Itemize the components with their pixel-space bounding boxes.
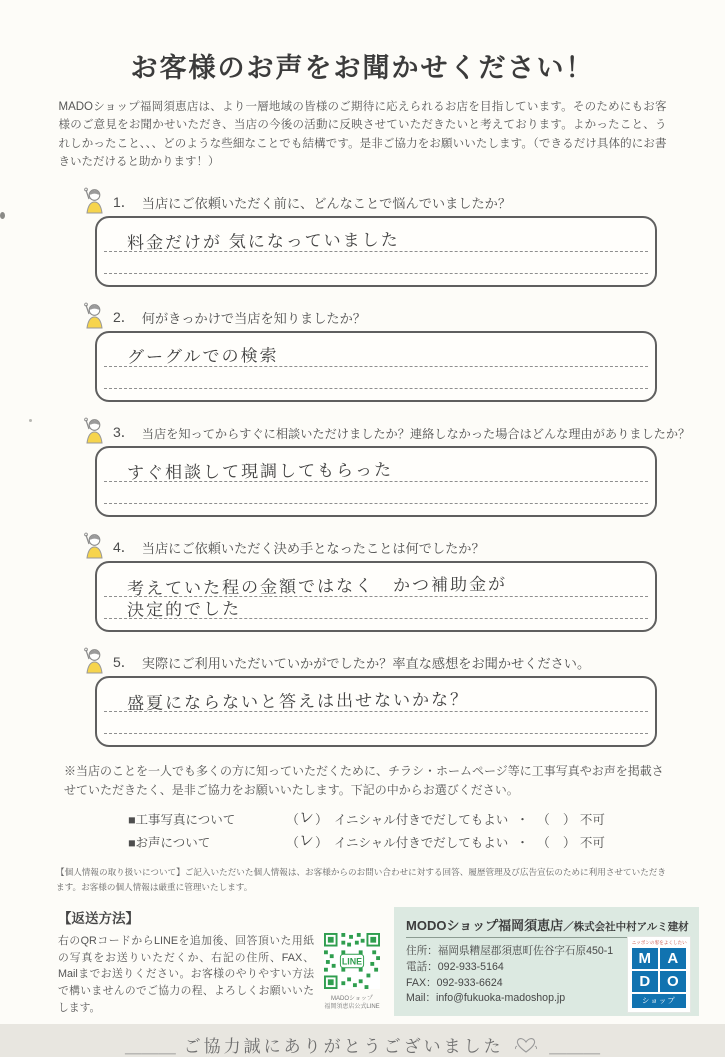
consent-option-ng: 不可 (579, 835, 605, 850)
consent-row-label: ■工事写真について (128, 812, 236, 827)
handwritten-answer: 考えていた程の金額ではなく かつ補助金が (126, 574, 508, 598)
answer-box-2 (95, 331, 657, 402)
empty-paren: （ ） (536, 835, 576, 851)
thanks-text: ご協力誠にありがとうございました (183, 1037, 504, 1057)
logo-letter-grid (632, 948, 686, 992)
line-qr-block (322, 933, 382, 1017)
paren-open: （ (286, 812, 300, 828)
paren-open: （ (286, 835, 300, 851)
consent-rows (128, 807, 725, 853)
qr-caption: MADOショップ 福岡須恵店公式LINE (324, 995, 380, 1010)
handwritten-checkmark: レ (297, 808, 316, 828)
shop-title: MODOショップ福岡須恵店／株式会社中村アルミ建材 (406, 915, 689, 938)
intro-text: MADOショップ福岡須恵店は、より一層地域の皆様のご期待に応えられるお店を目指しています。そのためにもお客様のご意見をお聞かせいただき、当店の今後の活動に反映させていただきたいと考えております。よかったこと、うれしかったこと、、、どのような些細なことでも結構です。是非ご協力をお願いいたします。（できるだけ具体的にお書きいただけると助かります！） (58, 101, 667, 169)
consent-row-voice (128, 830, 725, 853)
underline-decoration: ＿＿＿ (124, 1037, 176, 1057)
consent-option-ng: 不可 (579, 812, 605, 827)
empty-paren: （ ） (536, 812, 576, 828)
handwritten-answer: 盛夏にならないと答えは出せないかな？ (126, 689, 470, 713)
question-number: 3． (113, 423, 135, 440)
logo-letter-d: D (632, 971, 658, 992)
question-label: 何がきっかけで当店を知りましたか？ (141, 310, 366, 326)
question-2-header (81, 302, 657, 328)
handwritten-answer: グーグルでの検索 (126, 345, 279, 367)
consent-separator: ・ (516, 835, 529, 850)
line-qr-code (324, 933, 380, 989)
handwritten-answer: すぐ相談して現調してもらった (126, 459, 394, 483)
person-icon (81, 187, 106, 213)
question-5 (95, 647, 657, 747)
shop-info-box (394, 907, 699, 1017)
shop-mail: Mail：info@fukuoka-madoshop.jp (406, 992, 566, 1005)
handwritten-answer: 決定的でした (126, 598, 242, 620)
answer-box-3 (95, 446, 657, 517)
handwritten-answer: 料金だけが 気になっていました (126, 229, 400, 253)
question-label: 当店を知ってからすぐに相談いただけましたか？連絡しなかった場合はどんな理由がありましたか？ (141, 426, 691, 441)
question-1-header (81, 187, 657, 213)
answer-box-5 (95, 676, 657, 747)
consent-row-photos (128, 807, 725, 830)
person-icon (81, 532, 106, 558)
privacy-note: 【個人情報の取り扱いについて】ご記入いただいた個人情報は、お客様からのお問い合わせに対する回答、履歴管理及び広告宣伝のために利用させていただきます。お客様の個人情報は厳重に管理いたします。 (56, 867, 666, 892)
consent-note: ※当店のことを一人でも多くの方に知っていただくために、チラシ・ホームページ等に工事写真やお声を掲載させていただきたく、是非ご協力をお願いいたします。下記の中からお選びください。 (64, 763, 664, 797)
question-number: 4． (113, 538, 135, 555)
question-4-header (81, 532, 657, 558)
question-label: 当店にご依頼いただく決め手となったことは何でしたか？ (141, 540, 485, 556)
mado-shop-logo (628, 937, 690, 1012)
question-number: 1． (113, 193, 135, 210)
paren-close: ） (315, 835, 329, 851)
logo-letter-o: O (660, 971, 686, 992)
question-number: 2． (113, 308, 135, 325)
qr-center-label: LINE (341, 956, 363, 967)
shop-fax: FAX：092-933-6624 (406, 976, 503, 989)
question-3-header (81, 417, 691, 443)
consent-separator: ・ (516, 812, 529, 827)
scan-speck (29, 419, 32, 422)
paren-close: ） (315, 812, 329, 828)
handwritten-checkmark: レ (297, 831, 316, 851)
footer-columns (58, 907, 689, 1017)
logo-letter-a: A (660, 948, 686, 969)
shop-phone: 電話：092-933-5164 (406, 960, 504, 973)
answer-box-4 (95, 561, 657, 632)
return-method-block (58, 907, 382, 1017)
person-icon (81, 647, 106, 673)
question-label: 当店にご依頼いただく前に、どんなことで悩んでいましたか？ (141, 195, 512, 211)
logo-shop-label: ショップ (632, 994, 686, 1008)
answer-line-rule (104, 503, 648, 504)
return-method-heading: 【返送方法】 (58, 910, 139, 926)
consent-option-ok: イニシャル付きでだしてもよい (334, 812, 509, 827)
consent-option-ok: イニシャル付きでだしてもよい (334, 835, 509, 850)
question-3 (95, 417, 691, 517)
scan-speck (0, 212, 5, 219)
answer-line-rule (104, 388, 648, 389)
person-icon (81, 302, 106, 328)
question-5-header (81, 647, 657, 673)
answer-line-rule (104, 733, 648, 734)
question-4 (95, 532, 657, 632)
return-method-body: 右のQRコードからLINEを追加後、回答頂いた用紙の写真をお送りいただくか、右記の住所、FAX、Mailまでお送りください。お客様のやりやすい方法で構いませんのでご協力の程、よろしくお願いいたします。 (58, 934, 314, 1014)
question-2 (95, 302, 657, 402)
logo-letter-m: M (632, 948, 658, 969)
question-number: 5． (113, 653, 135, 670)
question-label: 実際にご利用いただいていかがでしたか？率直な感想をお聞かせください。 (141, 655, 591, 671)
answer-box-1 (95, 216, 657, 287)
shop-contact-rows (406, 944, 614, 1008)
answer-line-rule (104, 273, 648, 274)
thanks-line (0, 1032, 725, 1057)
shop-address: 住所：福岡県糟屋郡須恵町佐谷字石原450-1 (406, 944, 614, 957)
question-1 (95, 187, 657, 287)
page-title: お客様のお声をお聞かせください！ (130, 53, 595, 83)
underline-decoration: ＿＿＿ (549, 1037, 601, 1057)
heart-hands-icon (513, 1035, 539, 1055)
consent-row-label: ■お声について (128, 835, 211, 850)
logo-tagline: ニッポンの窓をよくしたい (631, 939, 687, 945)
person-icon (81, 417, 106, 443)
